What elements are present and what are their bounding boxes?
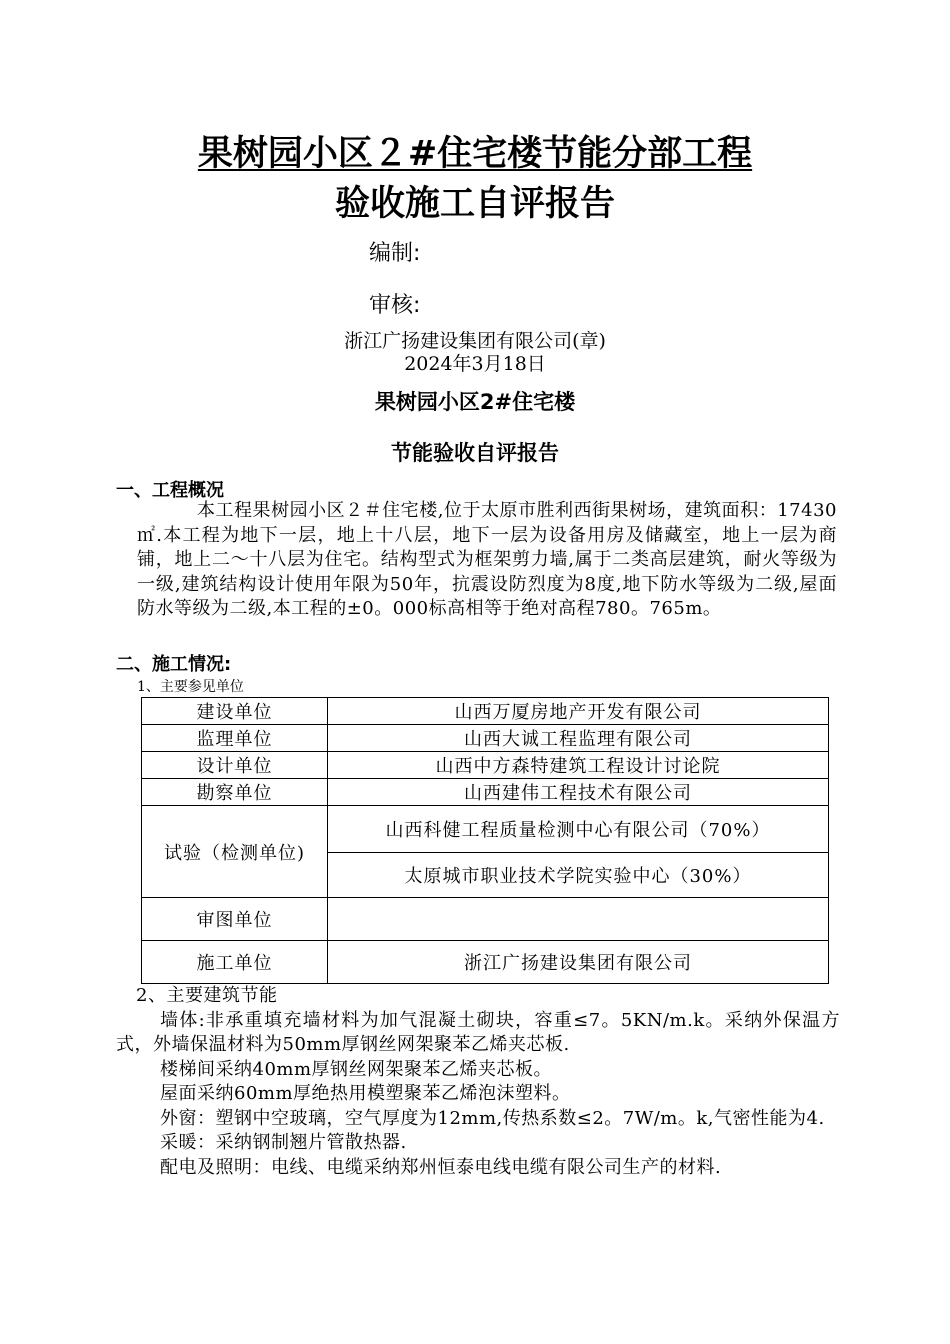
table-row [142,698,829,725]
energy-item-stair: 楼梯间采纳40mm厚钢丝网架聚苯乙烯夹芯板。 [160,1058,553,1080]
document-title-line2: 验收施工自评报告 [334,184,615,224]
subtitle-project: 果树园小区2#住宅楼 [374,390,576,414]
compiled-by-label: 编制: [369,241,421,266]
table-cell-review-label: 审图单位 [142,898,328,941]
section1-heading: 一、工程概况 [116,480,224,501]
table-cell-label: 勘察单位 [142,779,328,806]
table-row [142,779,829,806]
company-stamp-line: 浙江广扬建设集团有限公司(章) [344,330,606,352]
table-cell-testing-value-1: 山西科健工程质量检测中心有限公司（70%） [328,806,829,853]
energy-item-window: 外窗：塑钢中空玻璃，空气厚度为12mm,传热系数≤2。7W/m。k,气密性能为4. [160,1107,825,1129]
participants-table [141,697,829,984]
energy-item-wall: 墙体:非承重填充墙材料为加气混凝土砌块，容重≤7。5KN/m.k。采纳外保温方式，外墙保温材料为50mm厚钢丝网架聚苯乙烯夹芯板. [116,1009,840,1055]
table-cell-construction-value: 浙江广扬建设集团有限公司 [328,941,829,984]
table-cell-label: 建设单位 [142,698,328,725]
report-date: 2024年3月18日 [404,353,546,375]
table-cell-review-value [328,898,829,941]
table-cell-value: 山西万厦房地产开发有限公司 [328,698,829,725]
energy-item-roof: 屋面采纳60mm厚绝热用模塑聚苯乙烯泡沫塑料。 [160,1083,571,1104]
table-cell-label: 设计单位 [142,752,328,779]
energy-heading: 2、主要建筑节能 [136,985,278,1006]
project-overview-text: 本工程果树园小区２＃住宅楼,位于太原市胜利西街果树场，建筑面积：17430 ㎡.本工程为地下一层，地上十八层，地下一层为设备用房及储藏室，地上一层为商铺，地上二～十八层为住宅。结构型式为框架剪力墙,属于二类高层建筑，耐火等级为一级,建筑结构设计使用年限为50年，抗震设防烈度为8度,地下防水等级为二级,屋面防水等级为二级,本工程的±0。000标高相等于绝对高程780。765m。 [137,500,837,619]
energy-item-heating: 采暖：采纳钢制翘片管散热器. [160,1132,407,1153]
table-row [142,752,829,779]
table-row [142,725,829,752]
table-row [142,898,829,941]
table-cell-value: 山西建伟工程技术有限公司 [328,779,829,806]
reviewed-by-label: 审核: [369,293,421,318]
table-cell-construction-label: 施工单位 [142,941,328,984]
table-cell-value: 山西大诚工程监理有限公司 [328,725,829,752]
table-cell-label: 监理单位 [142,725,328,752]
table-row [142,941,829,984]
table-row [142,806,829,853]
section2-heading: 二、施工情况: [116,654,232,675]
energy-item-electrical: 配电及照明：电线、电缆采纳郑州恒泰电线电缆有限公司生产的材料. [160,1156,722,1178]
subtitle-report: 节能验收自评报告 [391,441,559,465]
table-cell-testing-label: 试验（检测单位) [142,806,328,898]
table-cell-value: 山西中方森特建筑工程设计讨论院 [328,752,829,779]
energy-section [116,984,840,1180]
participants-subheading: 1、主要参见单位 [137,679,244,695]
project-overview-paragraph [137,499,837,622]
document-title-line1: 果树园小区２#住宅楼节能分部工程 [197,134,753,174]
table-cell-testing-value-2: 太原城市职业技术学院实验中心（30%） [328,853,829,898]
